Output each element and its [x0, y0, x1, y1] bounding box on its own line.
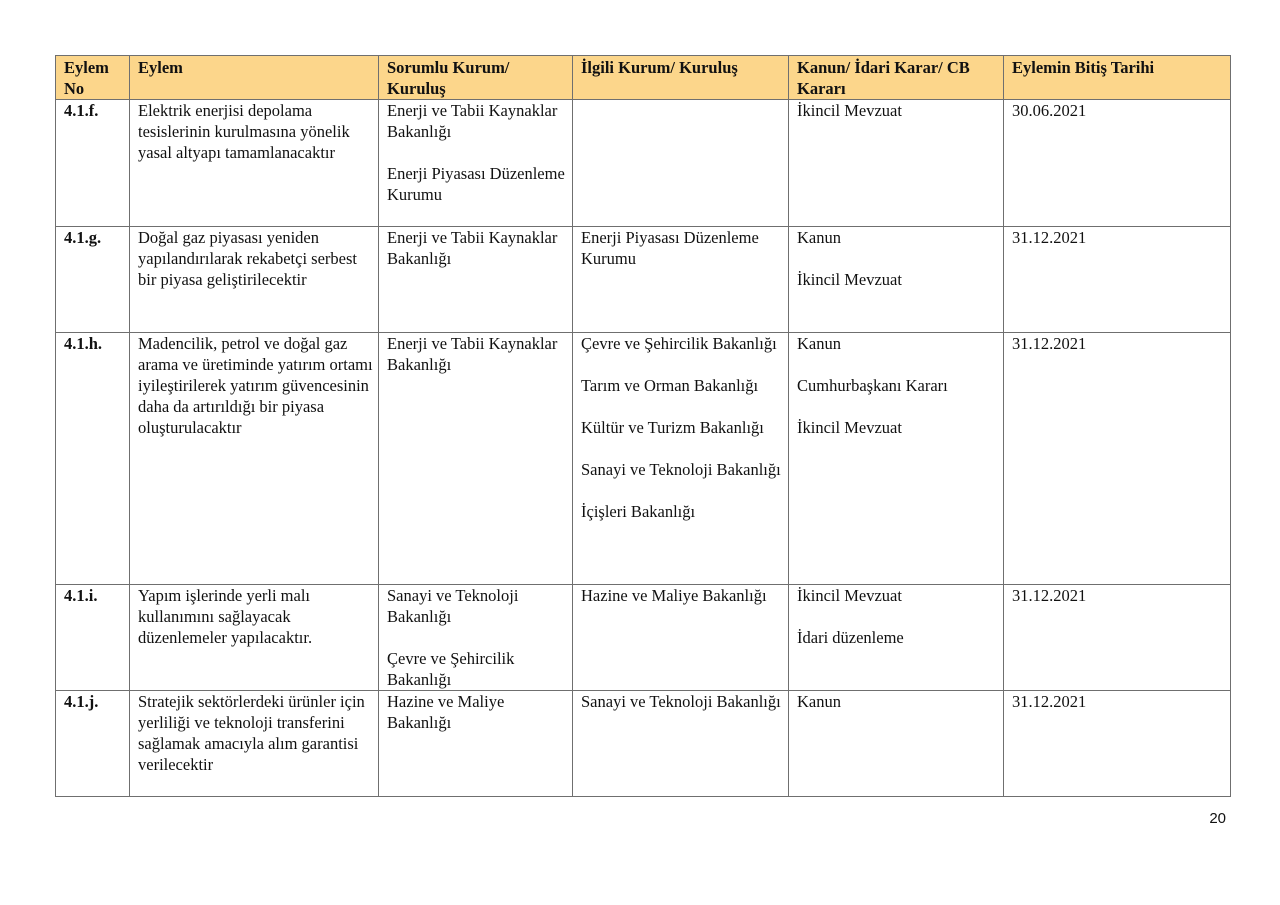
- sorumlu-entry: Çevre ve Şehircilik Bakanlığı: [387, 649, 515, 689]
- cell-eylem-no: 4.1.f.: [56, 100, 130, 227]
- paragraph-gap: [797, 354, 999, 375]
- ilgili-entry: Sanayi ve Teknoloji Bakanlığı: [581, 460, 781, 479]
- cell-bitis-tarihi: 31.12.2021: [1004, 585, 1231, 691]
- ilgili-entry: Sanayi ve Teknoloji Bakanlığı: [581, 692, 781, 711]
- header-eylem: Eylem: [130, 56, 379, 100]
- kanun-entry: Kanun: [797, 334, 841, 353]
- cell-eylem: Madencilik, petrol ve doğal gaz arama ve üretiminde yatırım ortamı iyileştirilerek yatırım güvencesinin daha da artırıldığı bir piyasa oluşturulacaktır: [130, 333, 379, 585]
- cell-sorumlu: [379, 333, 573, 585]
- table-body: [56, 100, 1231, 797]
- table-row: [56, 691, 1231, 797]
- page-number: 20: [1209, 810, 1226, 827]
- paragraph-gap: [797, 606, 999, 627]
- cell-sorumlu: [379, 691, 573, 797]
- kanun-entry: Kanun: [797, 228, 841, 247]
- table-row: [56, 333, 1231, 585]
- paragraph-gap: [797, 396, 999, 417]
- cell-eylem: Yapım işlerinde yerli malı kullanımını sağlayacak düzenlemeler yapılacaktır.: [130, 585, 379, 691]
- kanun-entry: Cumhurbaşkanı Kararı: [797, 376, 948, 395]
- cell-eylem: Stratejik sektörlerdeki ürünler için yerliliği ve teknoloji transferini sağlamak amacıyla alım garantisi verilecektir: [130, 691, 379, 797]
- cell-eylem-no: 4.1.i.: [56, 585, 130, 691]
- cell-kanun: [789, 100, 1004, 227]
- table-row: [56, 227, 1231, 333]
- ilgili-entry: Enerji Piyasası Düzenleme Kurumu: [581, 228, 759, 268]
- ilgili-entry: Tarım ve Orman Bakanlığı: [581, 376, 759, 395]
- cell-ilgili: [573, 100, 789, 227]
- action-plan-table: [55, 55, 1231, 797]
- kanun-entry: Kanun: [797, 692, 841, 711]
- paragraph-gap: [581, 480, 784, 501]
- cell-bitis-tarihi: 30.06.2021: [1004, 100, 1231, 227]
- kanun-entry: İkincil Mevzuat: [797, 586, 902, 605]
- header-sorumlu-kurum: Sorumlu Kurum/ Kuruluş: [379, 56, 573, 100]
- kanun-entry: İdari düzenleme: [797, 628, 904, 647]
- kanun-entry: İkincil Mevzuat: [797, 101, 902, 120]
- ilgili-entry: Kültür ve Turizm Bakanlığı: [581, 418, 764, 437]
- paragraph-gap: [387, 142, 568, 163]
- cell-sorumlu: [379, 100, 573, 227]
- sorumlu-entry: Hazine ve Maliye Bakanlığı: [387, 692, 505, 732]
- cell-bitis-tarihi: 31.12.2021: [1004, 333, 1231, 585]
- kanun-entry: İkincil Mevzuat: [797, 270, 902, 289]
- sorumlu-entry: Enerji ve Tabii Kaynaklar Bakanlığı: [387, 228, 558, 268]
- cell-bitis-tarihi: 31.12.2021: [1004, 227, 1231, 333]
- kanun-entry: İkincil Mevzuat: [797, 418, 902, 437]
- paragraph-gap: [797, 248, 999, 269]
- sorumlu-entry: Enerji ve Tabii Kaynaklar Bakanlığı: [387, 334, 558, 374]
- cell-kanun: [789, 333, 1004, 585]
- paragraph-gap: [581, 438, 784, 459]
- cell-ilgili: [573, 333, 789, 585]
- ilgili-entry: İçişleri Bakanlığı: [581, 502, 696, 521]
- cell-eylem-no: 4.1.h.: [56, 333, 130, 585]
- cell-eylem: Doğal gaz piyasası yeniden yapılandırılarak rekabetçi serbest bir piyasa geliştirilecektir: [130, 227, 379, 333]
- header-kanun-karar: Kanun/ İdari Karar/ CB Kararı: [789, 56, 1004, 100]
- cell-eylem: Elektrik enerjisi depolama tesislerinin kurulmasına yönelik yasal altyapı tamamlanacaktır: [130, 100, 379, 227]
- cell-kanun: [789, 585, 1004, 691]
- header-bitis-tarihi: Eylemin Bitiş Tarihi: [1004, 56, 1231, 100]
- cell-eylem-no: 4.1.g.: [56, 227, 130, 333]
- cell-bitis-tarihi: 31.12.2021: [1004, 691, 1231, 797]
- cell-kanun: [789, 691, 1004, 797]
- paragraph-gap: [581, 396, 784, 417]
- header-row: [56, 56, 1231, 100]
- cell-kanun: [789, 227, 1004, 333]
- header-eylem-no: Eylem No: [56, 56, 130, 100]
- table-row: [56, 100, 1231, 227]
- cell-ilgili: [573, 691, 789, 797]
- header-ilgili-kurum: İlgili Kurum/ Kuruluş: [573, 56, 789, 100]
- sorumlu-entry: Enerji Piyasası Düzenleme Kurumu: [387, 164, 565, 204]
- table-header: [56, 56, 1231, 100]
- paragraph-gap: [581, 354, 784, 375]
- table-row: [56, 585, 1231, 691]
- cell-ilgili: [573, 585, 789, 691]
- cell-ilgili: [573, 227, 789, 333]
- ilgili-entry: Hazine ve Maliye Bakanlığı: [581, 586, 767, 605]
- cell-sorumlu: [379, 585, 573, 691]
- paragraph-gap: [387, 627, 568, 648]
- ilgili-entry: Çevre ve Şehircilik Bakanlığı: [581, 334, 777, 353]
- cell-eylem-no: 4.1.j.: [56, 691, 130, 797]
- sorumlu-entry: Sanayi ve Teknoloji Bakanlığı: [387, 586, 519, 626]
- sorumlu-entry: Enerji ve Tabii Kaynaklar Bakanlığı: [387, 101, 558, 141]
- cell-sorumlu: [379, 227, 573, 333]
